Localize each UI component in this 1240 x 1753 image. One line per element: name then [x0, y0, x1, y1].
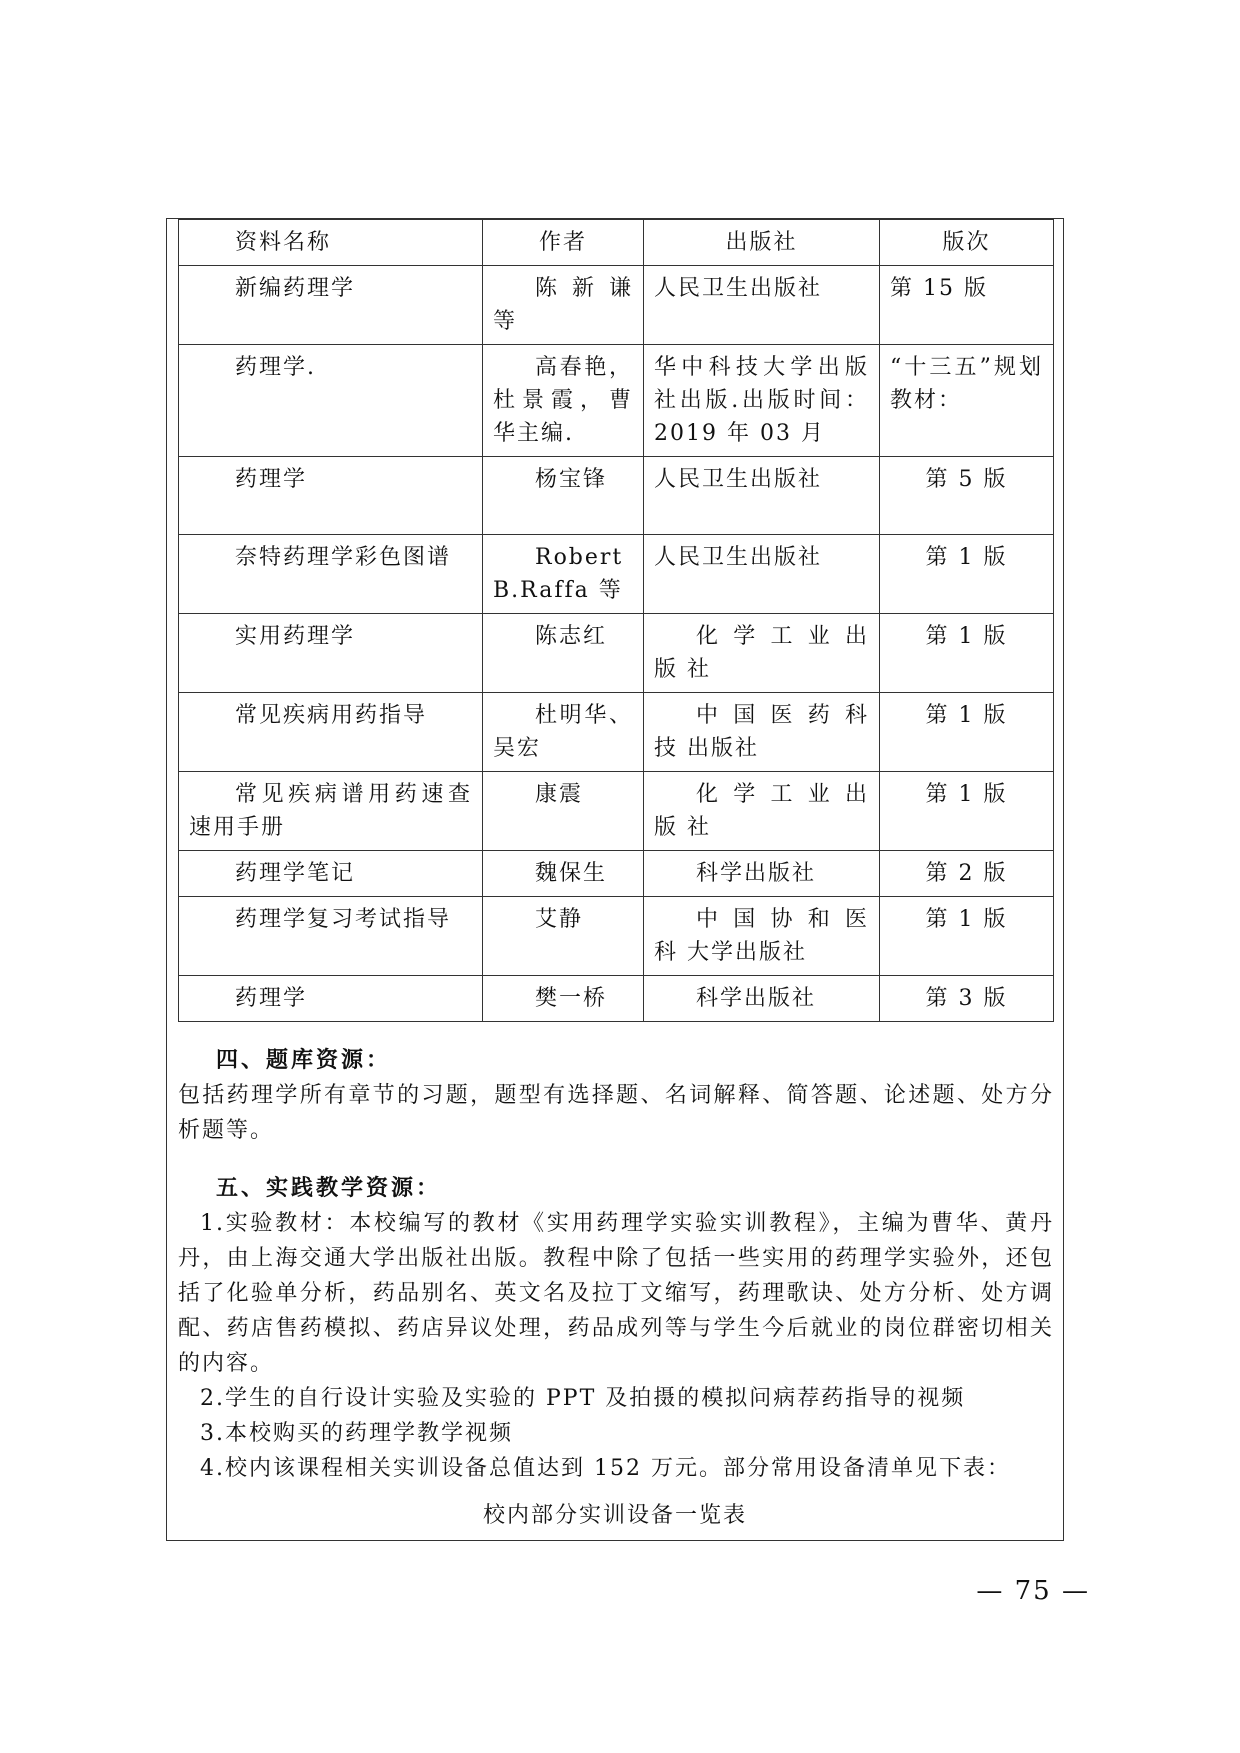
section-heading: 五、实践教学资源：	[216, 1176, 442, 1201]
row-edition: 第 3 版	[880, 976, 1054, 1022]
row-name: 药理学复习考试指导	[179, 897, 483, 976]
row-publisher: 人民卫生出版社	[644, 535, 880, 614]
row-author: 高春艳，杜景霞，曹华主编.	[483, 345, 644, 457]
row-name: 奈特药理学彩色图谱	[179, 535, 483, 614]
header-name: 资料名称	[179, 220, 483, 266]
row-edition: 第 15 版	[880, 266, 1054, 345]
row-edition: 第 1 版	[880, 535, 1054, 614]
table-row	[179, 266, 1054, 345]
row-edition: 第 1 版	[880, 693, 1054, 772]
list-item: 4.校内该课程相关实训设备总值达到 152 万元。部分常用设备清单见下表：	[200, 1456, 1011, 1481]
row-edition: 第 5 版	[880, 457, 1054, 535]
row-edition: “十三五”规划教材：	[880, 345, 1054, 457]
row-author: 艾静	[483, 897, 644, 976]
row-author: 樊一桥	[483, 976, 644, 1022]
table-row	[179, 614, 1054, 693]
row-publisher: 科学出版社	[644, 851, 880, 897]
list-item-text: 1.实验教材：本校编写的教材《实用药理学实验实训教程》，主编为曹华、黄丹丹，由上海交通大学出版社出版。教程中除了包括一些实用的药理学实验外，还包括了化验单分析，药品别名、英文名及拉丁文缩写，药理歌诀、处方分析、处方调配、药店售药模拟、药店异议处理，药品成列等与学生今后就业的岗位群密切相关的内容。	[178, 1211, 1054, 1376]
reference-materials-table	[178, 219, 1054, 1022]
list-item	[178, 1206, 1054, 1381]
section-heading: 四、题库资源：	[216, 1048, 392, 1073]
row-author: 杨宝锋	[483, 457, 644, 535]
row-edition: 第 1 版	[880, 897, 1054, 976]
section-paragraph: 包括药理学所有章节的习题，题型有选择题、名词解释、简答题、论述题、处方分析题等。	[178, 1083, 1054, 1143]
page-number: — 75 —	[976, 1576, 1090, 1606]
table-row	[179, 693, 1054, 772]
row-name: 新编药理学	[179, 266, 483, 345]
list-item: 3.本校购买的药理学教学视频	[200, 1421, 513, 1446]
row-name: 药理学.	[179, 345, 483, 457]
header-edition: 版次	[880, 220, 1054, 266]
row-author: 康震	[483, 772, 644, 851]
row-publisher: 中 国 医 药 科 技 出版社	[644, 693, 880, 772]
question-bank-section	[178, 1043, 1054, 1148]
row-author: 魏保生	[483, 851, 644, 897]
row-edition: 第 1 版	[880, 772, 1054, 851]
table-row	[179, 976, 1054, 1022]
row-publisher: 人民卫生出版社	[644, 457, 880, 535]
row-edition: 第 2 版	[880, 851, 1054, 897]
row-edition: 第 1 版	[880, 614, 1054, 693]
table-row	[179, 851, 1054, 897]
row-publisher: 中 国 协 和 医 科 大学出版社	[644, 897, 880, 976]
row-author: 陈 新 谦 等	[483, 266, 644, 345]
table-row	[179, 897, 1054, 976]
row-publisher: 科学出版社	[644, 976, 880, 1022]
row-name: 实用药理学	[179, 614, 483, 693]
row-author: 陈志红	[483, 614, 644, 693]
list-item: 2.学生的自行设计实验及实验的 PPT 及拍摄的模拟问病荐药指导的视频	[200, 1386, 966, 1411]
table-row	[179, 345, 1054, 457]
row-author: 杜明华、吴宏	[483, 693, 644, 772]
row-author: Robert B.Raffa 等	[483, 535, 644, 614]
row-name: 常见疾病用药指导	[179, 693, 483, 772]
practice-resources-section	[178, 1171, 1054, 1486]
header-author: 作者	[483, 220, 644, 266]
table-row	[179, 535, 1054, 614]
row-name: 药理学	[179, 457, 483, 535]
row-publisher: 化 学 工 业 出 版 社	[644, 614, 880, 693]
row-name: 常见疾病谱用药速查速用手册	[179, 772, 483, 851]
header-publisher: 出版社	[644, 220, 880, 266]
row-publisher: 化 学 工 业 出 版 社	[644, 772, 880, 851]
table-row	[179, 772, 1054, 851]
table-header-row	[179, 220, 1054, 266]
row-publisher: 华中科技大学出版社出版.出版时间：2019 年 03 月	[644, 345, 880, 457]
table-caption: 校内部分实训设备一览表	[482, 1503, 747, 1528]
row-publisher: 人民卫生出版社	[644, 266, 880, 345]
row-name: 药理学笔记	[179, 851, 483, 897]
table-row	[179, 457, 1054, 535]
row-name: 药理学	[179, 976, 483, 1022]
